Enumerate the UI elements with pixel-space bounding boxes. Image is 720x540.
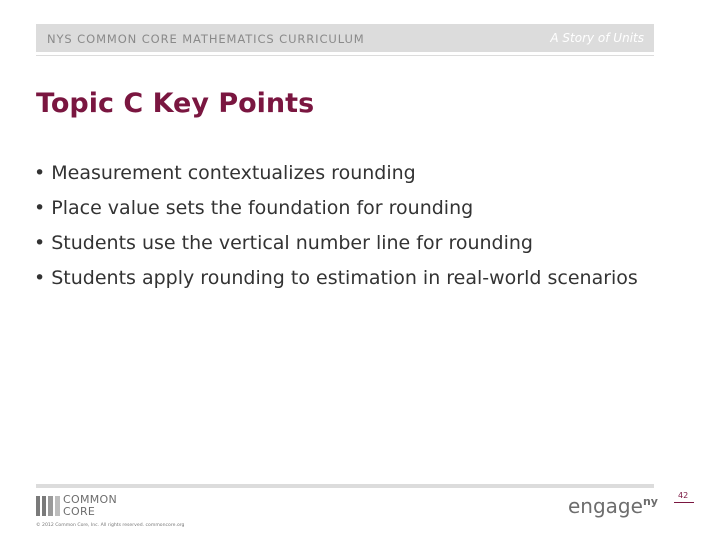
header-bar	[36, 24, 654, 52]
common-core-wordmark	[63, 494, 153, 518]
common-core-bars-icon	[36, 496, 60, 516]
bullet-item: • Students use the vertical number line for rounding	[34, 226, 638, 261]
logo-line-1: COMMON	[63, 493, 118, 506]
page-number: 42	[678, 491, 689, 500]
page-number-underline	[674, 502, 694, 503]
key-points-list	[34, 156, 638, 296]
copyright-text: © 2012 Common Core, Inc. All rights reserved. commoncore.org	[36, 523, 185, 528]
bullet-item: • Students apply rounding to estimation in real-world scenarios	[34, 261, 638, 296]
footer-divider	[36, 484, 654, 488]
series-label: A Story of Units	[550, 31, 644, 45]
engage-wordmark: engage	[568, 494, 643, 518]
curriculum-label: NYS COMMON CORE MATHEMATICS CURRICULUM	[47, 32, 365, 46]
logo-line-2: CORE	[63, 505, 96, 518]
bullet-item: • Measurement contextualizes rounding	[34, 156, 638, 191]
header-divider	[36, 55, 654, 56]
ny-superscript: ny	[642, 495, 658, 508]
engageny-logo	[568, 494, 658, 518]
slide-title: Topic C Key Points	[36, 88, 315, 119]
bullet-item: • Place value sets the foundation for rounding	[34, 191, 638, 226]
